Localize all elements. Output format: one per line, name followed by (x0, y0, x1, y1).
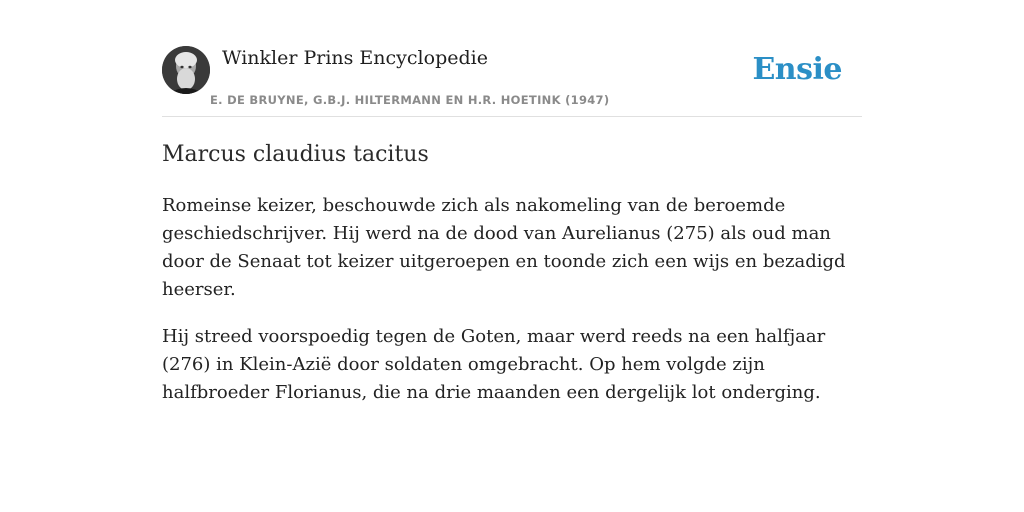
header (162, 46, 862, 117)
brand-logo[interactable]: Ensie (752, 52, 842, 87)
site-title[interactable]: Winkler Prins Encyclopedie (222, 47, 488, 69)
authors-byline: E. DE BRUYNE, G.B.J. HILTERMANN EN H.R. HOETINK (1947) (210, 93, 610, 107)
article-paragraph: Romeinse keizer, beschouwde zich als nakomeling van de beroemde geschiedschrijver. Hij werd na de dood van Aurelianus (275) als oud man door de Senaat tot keizer uitgeroepen en toonde zich een wijs en bezadigd heerser. (162, 195, 846, 300)
portrait-icon (162, 46, 210, 94)
article-title: Marcus claudius tacitus (162, 142, 429, 167)
avatar[interactable] (162, 46, 210, 94)
article-body (162, 192, 862, 426)
article-paragraph: Hij streed voorspoedig tegen de Goten, maar werd reeds na een halfjaar (276) in Klein-Azië door soldaten omgebracht. Op hem volgde zijn halfbroeder Florianus, die na drie maanden een dergelijk lot onderging. (162, 326, 826, 403)
